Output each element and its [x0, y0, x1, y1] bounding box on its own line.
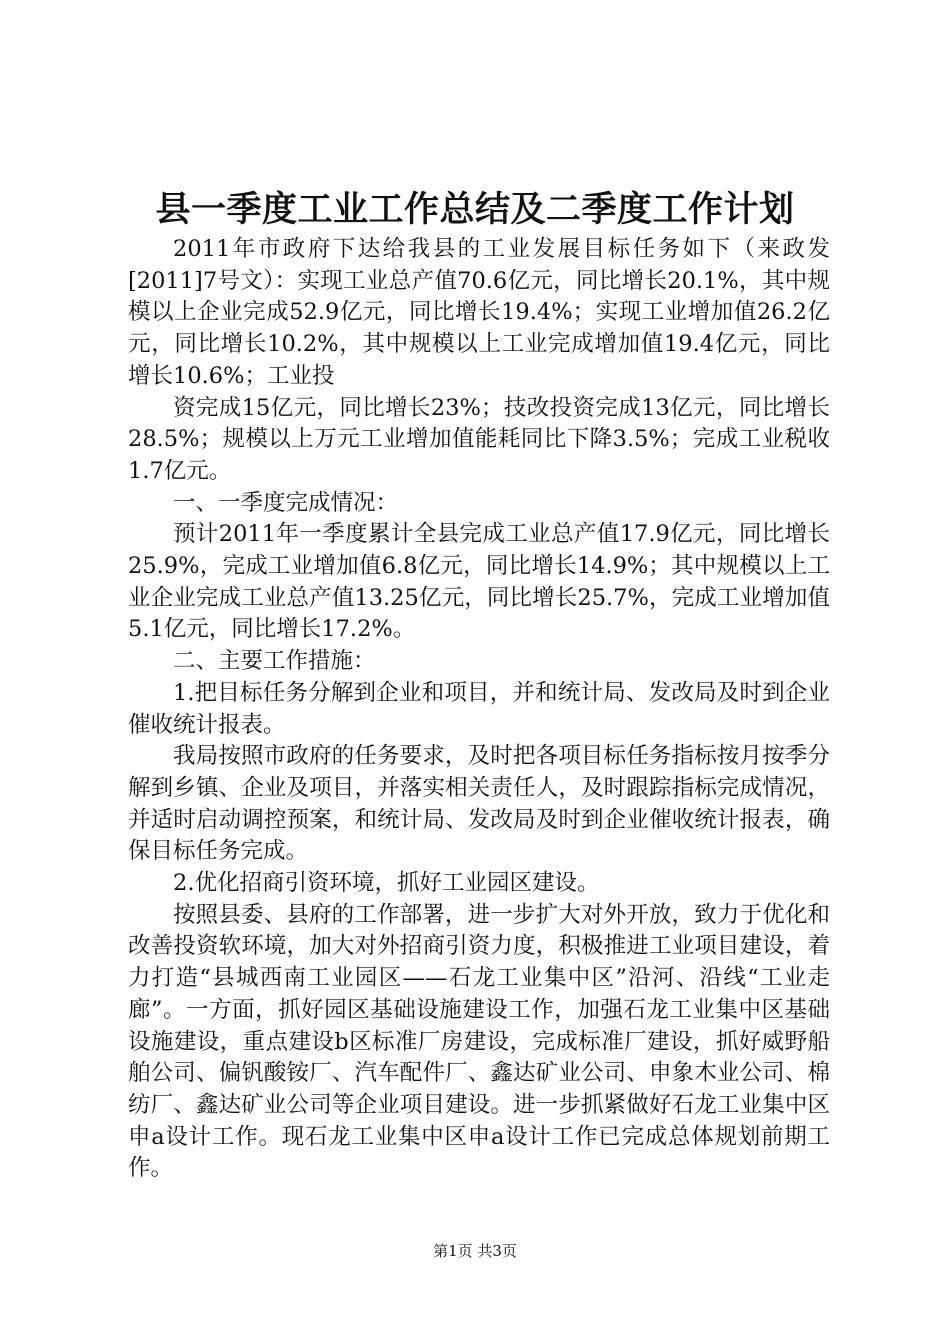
page-footer: 第1页 共3页: [433, 1242, 517, 1260]
paragraph-targets-continued: 资完成15亿元，同比增长23%；技改投资完成13亿元，同比增长28.5%；规模以上万元工业增加值能耗同比下降3.5%；完成工业税收1.7亿元。: [128, 394, 830, 484]
subheading-measure-1: 1.把目标任务分解到企业和项目，并和统计局、发改局及时到企业催收统计报表。: [128, 679, 830, 738]
document-title: 县一季度工业工作总结及二季度工作计划: [155, 189, 795, 230]
section-heading-q1-results: 一、一季度完成情况：: [173, 489, 399, 516]
paragraph-q1-results: 预计2011年一季度累计全县完成工业总产值17.9亿元，同比增长25.9%，完成工业增加值6.8亿元，同比增长14.9%；其中规模以上工业企业完成工业总产值13.25亿元，同比增长25.7%，完成工业增加值5.1亿元，同比增长17.2%。: [128, 521, 830, 643]
document-body: [128, 234, 830, 1185]
paragraph-measure-2: 按照县委、县府的工作部署，进一步扩大对外开放，致力于优化和改善投资软环境，加大对外招商引资力度，积极推进工业项目建设，着力打造“县城西南工业园区——石龙工业集中区”沿河、沿线“工业走廊”。一方面，抓好园区基础设施建设工作，加强石龙工业集中区基础设施建设，重点建设b区标准厂房建设，完成标准厂建设，抓好威野船舶公司、偏钒酸铵厂、汽车配件厂、鑫达矿业公司、申象木业公司、棉纺厂、鑫达矿业公司等企业项目建设。进一步抓紧做好石龙工业集中区申a设计工作。现石龙工业集中区申a设计工作已完成总体规划前期工作。: [128, 901, 830, 1182]
section-heading-measures: 二、主要工作措施：: [173, 648, 376, 675]
paragraph-measure-1: 我局按照市政府的任务要求，及时把各项目标任务指标按月按季分解到乡镇、企业及项目，并落实相关责任人，及时跟踪指标完成情况，并适时启动调控预案，和统计局、发改局及时到企业催收统计报表，确保目标任务完成。: [128, 743, 830, 865]
subheading-measure-2: 2.优化招商引资环境，抓好工业园区建设。: [173, 870, 600, 897]
paragraph-targets: 2011年市政府下达给我县的工业发展目标任务如下（来政发[2011]7号文）：实现工业总产值70.6亿元，同比增长20.1%，其中规模以上企业完成52.9亿元，同比增长19.4%；实现工业增加值26.2亿元，同比增长10.2%，其中规模以上工业完成增加值19.4亿元，同比增长10.6%；工业投: [128, 236, 830, 389]
